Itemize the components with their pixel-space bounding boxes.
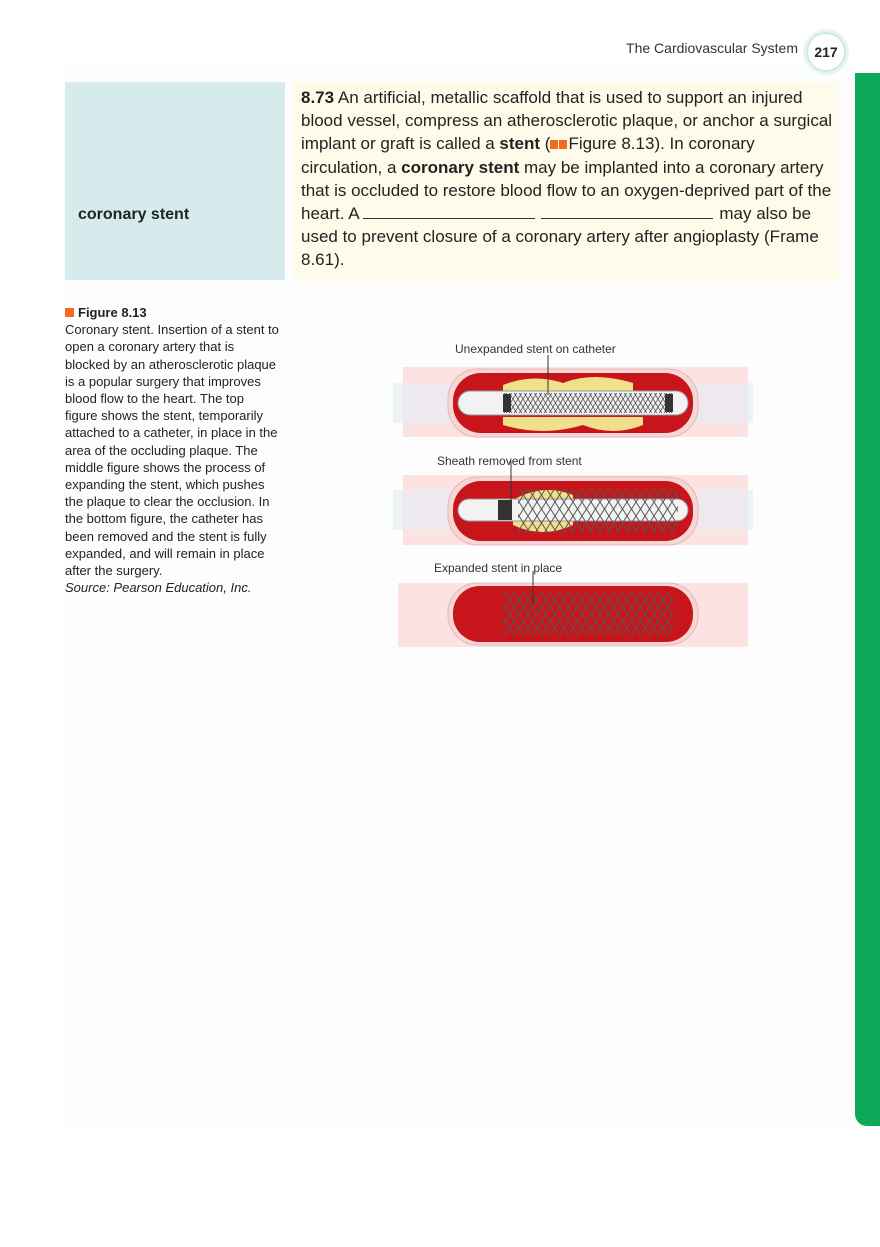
term-stent: stent xyxy=(499,134,541,154)
figure-caption xyxy=(65,304,280,596)
label-expanded-stent: Expanded stent in place xyxy=(434,561,563,575)
figure-caption-text: Coronary stent. Insertion of a stent to open a coronary artery that is blocked by an atherosclerotic plaque is a popular surgery that improves blood flow to the heart. The top figure shows the stent, temporarily attached to a catheter, in place in the area of the occluding plaque. The middle figure shows the process of expanding the stent, which pushes the plaque to clear the occlusion. In the bottom figure, the catheter has been removed and the stent is fully expanded, and will remain in place after the surgery. xyxy=(65,322,279,579)
panel-unexpanded xyxy=(393,355,753,437)
answer-blank[interactable] xyxy=(541,206,713,219)
stent-illustration xyxy=(393,355,753,650)
frame-text-part: ). In coronary circulation, a xyxy=(301,134,755,177)
term-label: coronary stent xyxy=(78,206,190,223)
frame-text xyxy=(301,86,836,272)
frame-text-part: may also be used to prevent closure of a coronary artery after angioplasty (Frame 8.61). xyxy=(301,204,819,270)
frame-box xyxy=(293,82,839,280)
figure-reference-link[interactable]: Figure 8.13 xyxy=(568,134,655,154)
term-box xyxy=(65,82,285,280)
frame-text-part: may be implanted into a coronary artery that is occluded to restore blood flow to an oxygen-deprived part of the heart. A xyxy=(301,157,832,224)
panel-expanded xyxy=(398,571,748,647)
figure-marker-icon xyxy=(65,308,74,317)
chapter-tab xyxy=(855,73,880,1126)
term-coronary-stent: coronary stent xyxy=(401,157,520,177)
figure-ref-icon xyxy=(550,140,558,149)
label-unexpanded-stent: Unexpanded stent on catheter xyxy=(455,342,616,356)
frame-text-part: An artificial, metallic scaffold that is used to support an injured blood vessel, compress an atherosclerotic plaque, or anchor a surgical implant or graft is called a xyxy=(301,88,833,154)
label-sheath-removed: Sheath removed from stent xyxy=(437,454,582,468)
figure-title: Figure 8.13 xyxy=(78,305,147,320)
page-number: 217 xyxy=(806,32,846,72)
frame-text-part: ( xyxy=(540,134,551,154)
frame-number: 8.73 xyxy=(301,88,335,107)
chapter-title: The Cardiovascular System xyxy=(626,40,798,56)
panel-sheath-removed xyxy=(393,461,753,545)
answer-blank[interactable] xyxy=(363,206,535,219)
figure-ref-icon xyxy=(559,140,567,149)
figure-source: Source: Pearson Education, Inc. xyxy=(65,580,252,596)
